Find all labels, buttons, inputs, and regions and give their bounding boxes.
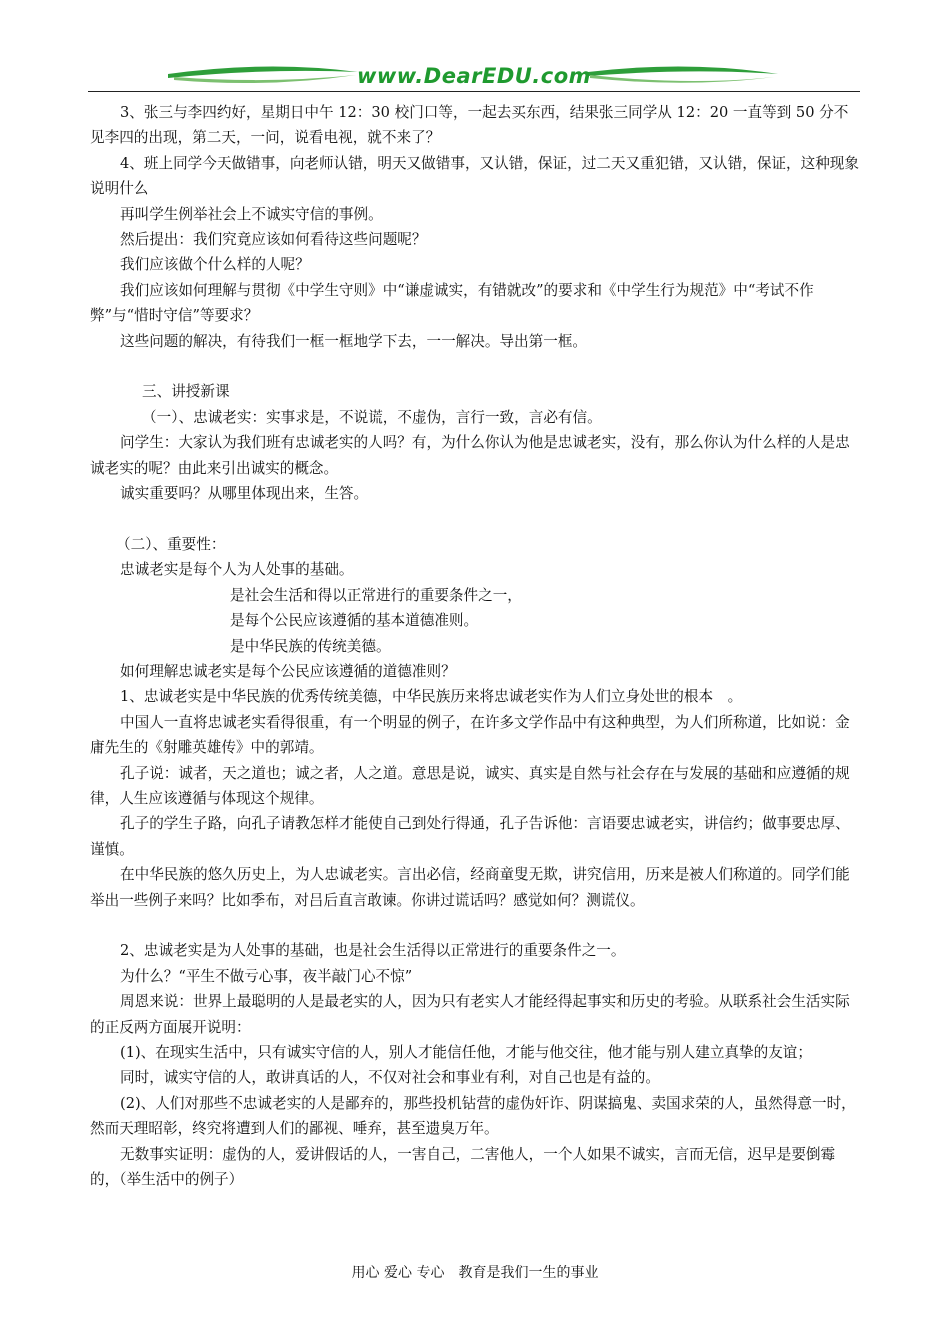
subsection-heading: （一）、忠诚老实：实事求是，不说谎，不虚伪，言行一致，言必有信。 [142, 408, 602, 426]
paragraph: 孔子说：诚者，天之道也；诚之者，人之道。意思是说，诚实、真实是自然与社会存在与发展的基础和应遵循的规律，人生应该遵循与体现这个规律。 [90, 764, 850, 807]
paragraph: 在中华民族的悠久历史上，为人忠诚老实。言出必信，经商童叟无欺，讲究信用，历来是被人们称道的。同学们能举出一些例子来吗？比如季布，对吕后直言敢谏。你讲过谎话吗？感觉如何？测谎仪。 [90, 866, 850, 909]
paragraph: 然后提出：我们究竟应该如何看待这些问题呢？ [120, 231, 427, 249]
paragraph: 无数事实证明：虚伪的人，爱讲假话的人，一害自己，二害他人，一个人如果不诚实，言而无信，迟早是要倒霉的，（举生活中的例子） [90, 1145, 836, 1189]
paragraph: (1)、在现实生活中，只有诚实守信的人，别人才能信任他，才能与他交往，他才能与别人建立真挚的友谊； [120, 1043, 812, 1061]
paragraph: 2、忠诚老实是为人处事的基础，也是社会生活得以正常进行的重要条件之一。 [120, 942, 626, 960]
paragraph: 我们应该如何理解与贯彻《中学生守则》中“谦虚诚实，有错就改”的要求和《中学生行为规范》中“考试不作弊”与“惜时守信”等要求？ [90, 281, 814, 325]
paragraph: 如何理解忠诚老实是每个公民应该遵循的道德准则？ [120, 662, 456, 680]
paragraph: 1、忠诚老实是中华民族的优秀传统美德，中华民族历来将忠诚老实作为人们立身处世的根本 。 [120, 688, 743, 706]
site-header-banner [88, 58, 860, 94]
paragraph: 中国人一直将忠诚老实看得很重，有一个明显的例子，在许多文学作品中有这种典型，为人们所称道，比如说：金庸先生的《射雕英雄传》中的郭靖。 [90, 713, 850, 757]
page-footer: 用心 爱心 专心 教育是我们一生的事业 [351, 1265, 599, 1281]
paragraph: 为什么？“平生不做亏心事，夜半敲门心不惊” [120, 967, 413, 985]
paragraph: 问学生：大家认为我们班有忠诚老实的人吗？有，为什么你认为他是忠诚老实，没有，那么你认为什么样的人是忠诚老实的呢？由此来引出诚实的概念。 [90, 434, 850, 477]
paragraph: 再叫学生例举社会上不诚实守信的事例。 [120, 205, 383, 223]
list-item: 是每个公民应该遵循的基本道德准则。 [230, 612, 479, 630]
paragraph: 忠诚老实是每个人为人处事的基础。 [120, 561, 354, 579]
paragraph: 4、班上同学今天做错事，向老师认错，明天又做错事，又认错，保证，过二天又重犯错，又认错，保证，这种现象说明什么 [90, 154, 859, 198]
list-item: 是社会生活和得以正常进行的重要条件之一， [230, 586, 522, 604]
subsection-heading: （二）、重要性： [116, 535, 226, 553]
header-rule [88, 91, 860, 92]
site-url-text: www.DearEDU.com [356, 64, 592, 88]
paragraph: 诚实重要吗？从哪里体现出来，生答。 [120, 485, 369, 503]
paragraph: 周恩来说：世界上最聪明的人是最老实的人，因为只有老实人才能经得起事实和历史的考验。从联系社会生活实际的正反两方面展开说明： [90, 993, 850, 1036]
paragraph: 这些问题的解决，有待我们一框一框地学下去，一一解决。导出第一框。 [120, 332, 588, 350]
paragraph: 孔子的学生子路，向孔子请教怎样才能使自己到处行得通，孔子告诉他：言语要忠诚老实，讲信约；做事要忠厚、谨慎。 [90, 815, 850, 858]
section-heading: 三、讲授新课 [142, 383, 230, 401]
document-body [90, 100, 860, 1192]
paragraph: 同时，诚实守信的人，敢讲真话的人，不仅对社会和事业有利，对自己也是有益的。 [120, 1069, 660, 1087]
list-item: 是中华民族的传统美德。 [230, 637, 391, 655]
paragraph: (2)、人们对那些不忠诚老实的人是鄙弃的，那些投机钻营的虚伪奸诈、阴谋搞鬼、卖国求荣的人，虽然得意一时，然而天理昭彰，终究将遭到人们的鄙视、唾弃，甚至遗臭万年。 [90, 1094, 856, 1138]
paragraph: 3、张三与李四约好，星期日中午 12：30 校门口等，一起去买东西，结果张三同学从 12：20 一直等到 50 分不见李四的出现，第二天，一问，说看电视，就不来了？ [90, 104, 849, 147]
paragraph: 我们应该做个什么样的人呢？ [120, 256, 310, 274]
